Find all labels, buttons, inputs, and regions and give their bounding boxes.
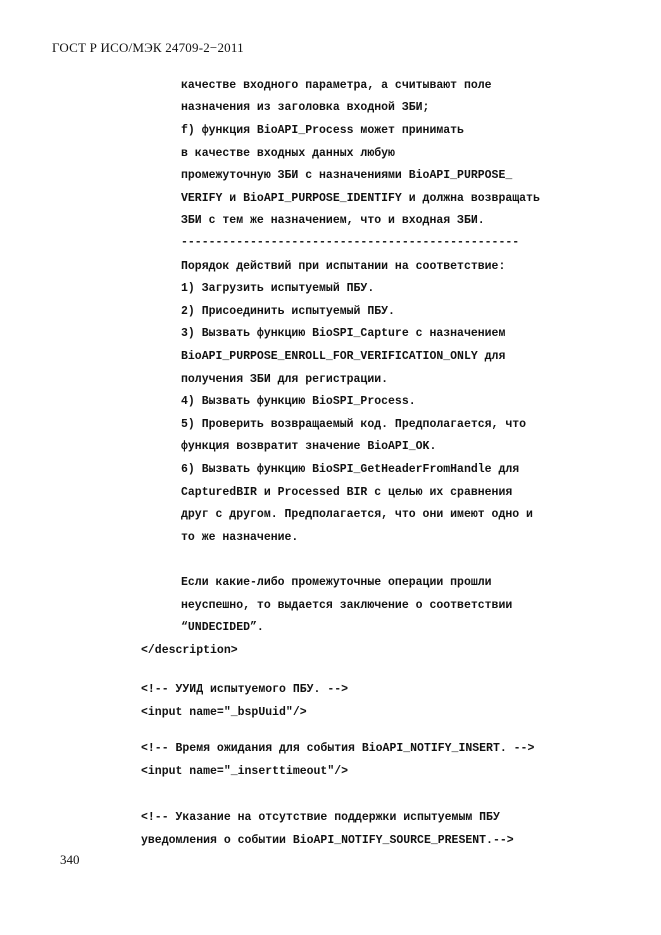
text-line: 2) Присоединить испытуемый ПБУ. [181, 305, 395, 318]
text-line: назначения из заголовка входной ЗБИ; [181, 101, 430, 114]
text-line: “UNDECIDED”. [181, 621, 264, 634]
text-line: f) функция BioAPI_Process может принимать [181, 124, 464, 137]
text-line: ЗБИ с тем же назначением, что и входная ЗБИ. [181, 214, 485, 227]
text-line: 1) Загрузить испытуемый ПБУ. [181, 282, 375, 295]
code-comment: <!-- УУИД испытуемого ПБУ. --> [141, 683, 349, 696]
text-line: друг с другом. Предполагается, что они имеют одно и [181, 508, 533, 521]
text-line: Порядок действий при испытании на соответствие: [181, 260, 506, 273]
text-line: 5) Проверить возвращаемый код. Предполагается, что [181, 418, 527, 431]
text-line: CapturedBIR и Processed BIR с целью их сравнения [181, 486, 513, 499]
code-comment: уведомления о событии BioAPI_NOTIFY_SOURCE_PRESENT.--> [141, 834, 514, 847]
code-line: <input name="_inserttimeout"/> [141, 765, 349, 778]
document-header: ГОСТ Р ИСО/МЭК 24709-2−2011 [52, 40, 244, 55]
text-line: 6) Вызвать функцию BioSPI_GetHeaderFromHandle для [181, 463, 520, 476]
page-number: 340 [60, 852, 80, 867]
separator-line: ------------------------------------------------- [181, 236, 520, 249]
text-line: качестве входного параметра, а считывают поле [181, 79, 492, 92]
text-line: VERIFY и BioAPI_PURPOSE_IDENTIFY и должна возвращать [181, 192, 540, 205]
text-line: получения ЗБИ для регистрации. [181, 373, 389, 386]
text-line: неуспешно, то выдается заключение о соответствии [181, 599, 513, 612]
text-line: 4) Вызвать функцию BioSPI_Process. [181, 395, 416, 408]
code-comment: <!-- Время ожидания для события BioAPI_NOTIFY_INSERT. --> [141, 742, 535, 755]
code-comment: <!-- Указание на отсутствие поддержки испытуемым ПБУ [141, 811, 500, 824]
text-line: промежуточную ЗБИ с назначениями BioAPI_PURPOSE_ [181, 169, 513, 182]
code-line: <input name="_bspUuid"/> [141, 706, 307, 719]
text-line: Если какие-либо промежуточные операции прошли [181, 576, 492, 589]
text-line: функция возвратит значение BioAPI_OK. [181, 440, 437, 453]
code-line: </description> [141, 644, 238, 657]
text-line: то же назначение. [181, 531, 299, 544]
text-line: 3) Вызвать функцию BioSPI_Capture с назначением [181, 327, 506, 340]
text-line: BioAPI_PURPOSE_ENROLL_FOR_VERIFICATION_ONLY для [181, 350, 506, 363]
text-line: в качестве входных данных любую [181, 147, 395, 160]
